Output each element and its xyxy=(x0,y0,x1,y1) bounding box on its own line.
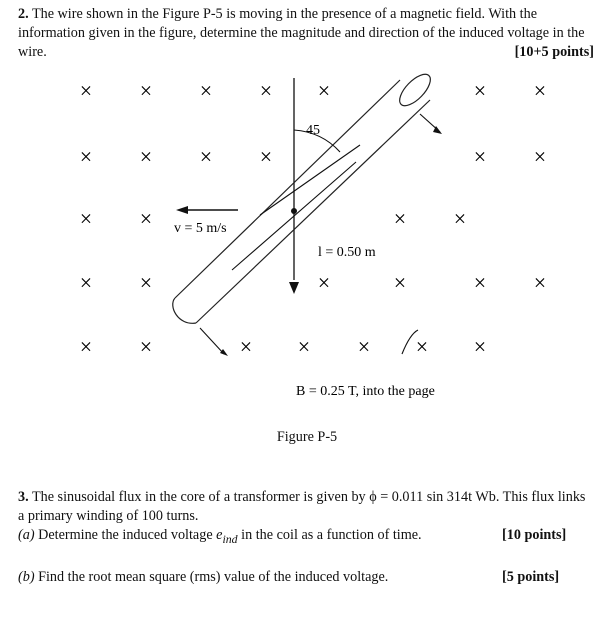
figure-diagram xyxy=(60,70,580,420)
field-cross: × xyxy=(473,144,487,169)
question-3-intro xyxy=(18,488,594,526)
question-3-number: 3. xyxy=(18,489,29,505)
question-3-intro-post: Wb. This flux links a primary winding of 100 turns. xyxy=(18,489,586,524)
field-cross: × xyxy=(79,206,93,231)
field-cross: × xyxy=(79,334,93,359)
part-a-points: [10 points] xyxy=(502,527,567,543)
field-cross: × xyxy=(453,206,467,231)
question-2-number: 2. xyxy=(18,6,29,22)
velocity-arrowhead xyxy=(176,206,188,214)
part-a-var: e xyxy=(216,527,223,543)
flux-formula: ϕ = 0.011 sin 314t xyxy=(369,489,473,505)
field-cross: × xyxy=(199,78,213,103)
dimension-arrowhead-bottom xyxy=(220,349,228,356)
field-cross: × xyxy=(239,334,253,359)
figure-caption: Figure P-5 xyxy=(276,429,338,445)
field-cross: × xyxy=(393,206,407,231)
field-cross: × xyxy=(297,334,311,359)
question-3-part-b xyxy=(18,568,594,587)
magnetic-field-crosses xyxy=(80,78,546,359)
field-cross: × xyxy=(79,78,93,103)
question-3-intro-pre: The sinusoidal flux in the core of a transformer is given by xyxy=(31,489,366,505)
part-b-label: (b) xyxy=(18,568,35,585)
field-cross: × xyxy=(79,270,93,295)
question-2 xyxy=(18,5,594,62)
length-label: l = 0.50 m xyxy=(318,245,376,260)
field-cross: × xyxy=(393,270,407,295)
field-cross: × xyxy=(415,334,429,359)
length-line-upper xyxy=(260,145,360,215)
field-cross: × xyxy=(139,144,153,169)
field-label: B = 0.25 T, into the page xyxy=(296,384,435,399)
part-a-label: (a) xyxy=(18,527,35,543)
field-cross: × xyxy=(317,78,331,103)
field-cross: × xyxy=(199,144,213,169)
contact-point xyxy=(291,208,297,214)
part-a-text-post: in the coil as a function of time. xyxy=(241,527,422,543)
field-cross: × xyxy=(79,144,93,169)
field-cross: × xyxy=(317,270,331,295)
question-3 xyxy=(18,488,594,587)
figure-p5 xyxy=(60,70,580,420)
part-a-text-pre: Determine the induced voltage xyxy=(38,527,213,543)
field-cross: × xyxy=(139,78,153,103)
question-3-part-a xyxy=(18,526,594,549)
part-b-text: Find the root mean square (rms) value of the induced voltage. xyxy=(38,568,389,585)
wire-end-cap-bottom xyxy=(173,298,196,323)
velocity-label: v = 5 m/s xyxy=(174,221,227,236)
field-cross: × xyxy=(533,144,547,169)
question-2-text: The wire shown in the Figure P-5 is moving in the presence of a magnetic field. With the information given in the figure, determine the magnitude and direction of the induced voltage in the wire. xyxy=(18,6,585,60)
wire-edge-upper xyxy=(175,80,400,298)
field-cross: × xyxy=(139,334,153,359)
angle-label: 45 xyxy=(306,123,320,138)
field-cross: × xyxy=(533,270,547,295)
down-arrowhead xyxy=(289,282,299,294)
field-cross: × xyxy=(473,78,487,103)
field-cross: × xyxy=(357,334,371,359)
field-cross: × xyxy=(473,270,487,295)
question-2-points: [10+5 points] xyxy=(514,44,594,60)
part-b-points: [5 points] xyxy=(502,568,560,585)
field-cross: × xyxy=(259,144,273,169)
dimension-extension-bottom xyxy=(200,328,224,354)
part-a-subscript: ind xyxy=(222,531,238,546)
wire-end-cap-top xyxy=(395,70,436,111)
field-cross: × xyxy=(473,334,487,359)
part-a-variable xyxy=(216,527,238,546)
field-cross: × xyxy=(533,78,547,103)
field-cross: × xyxy=(139,270,153,295)
field-cross: × xyxy=(259,78,273,103)
field-cross: × xyxy=(139,206,153,231)
